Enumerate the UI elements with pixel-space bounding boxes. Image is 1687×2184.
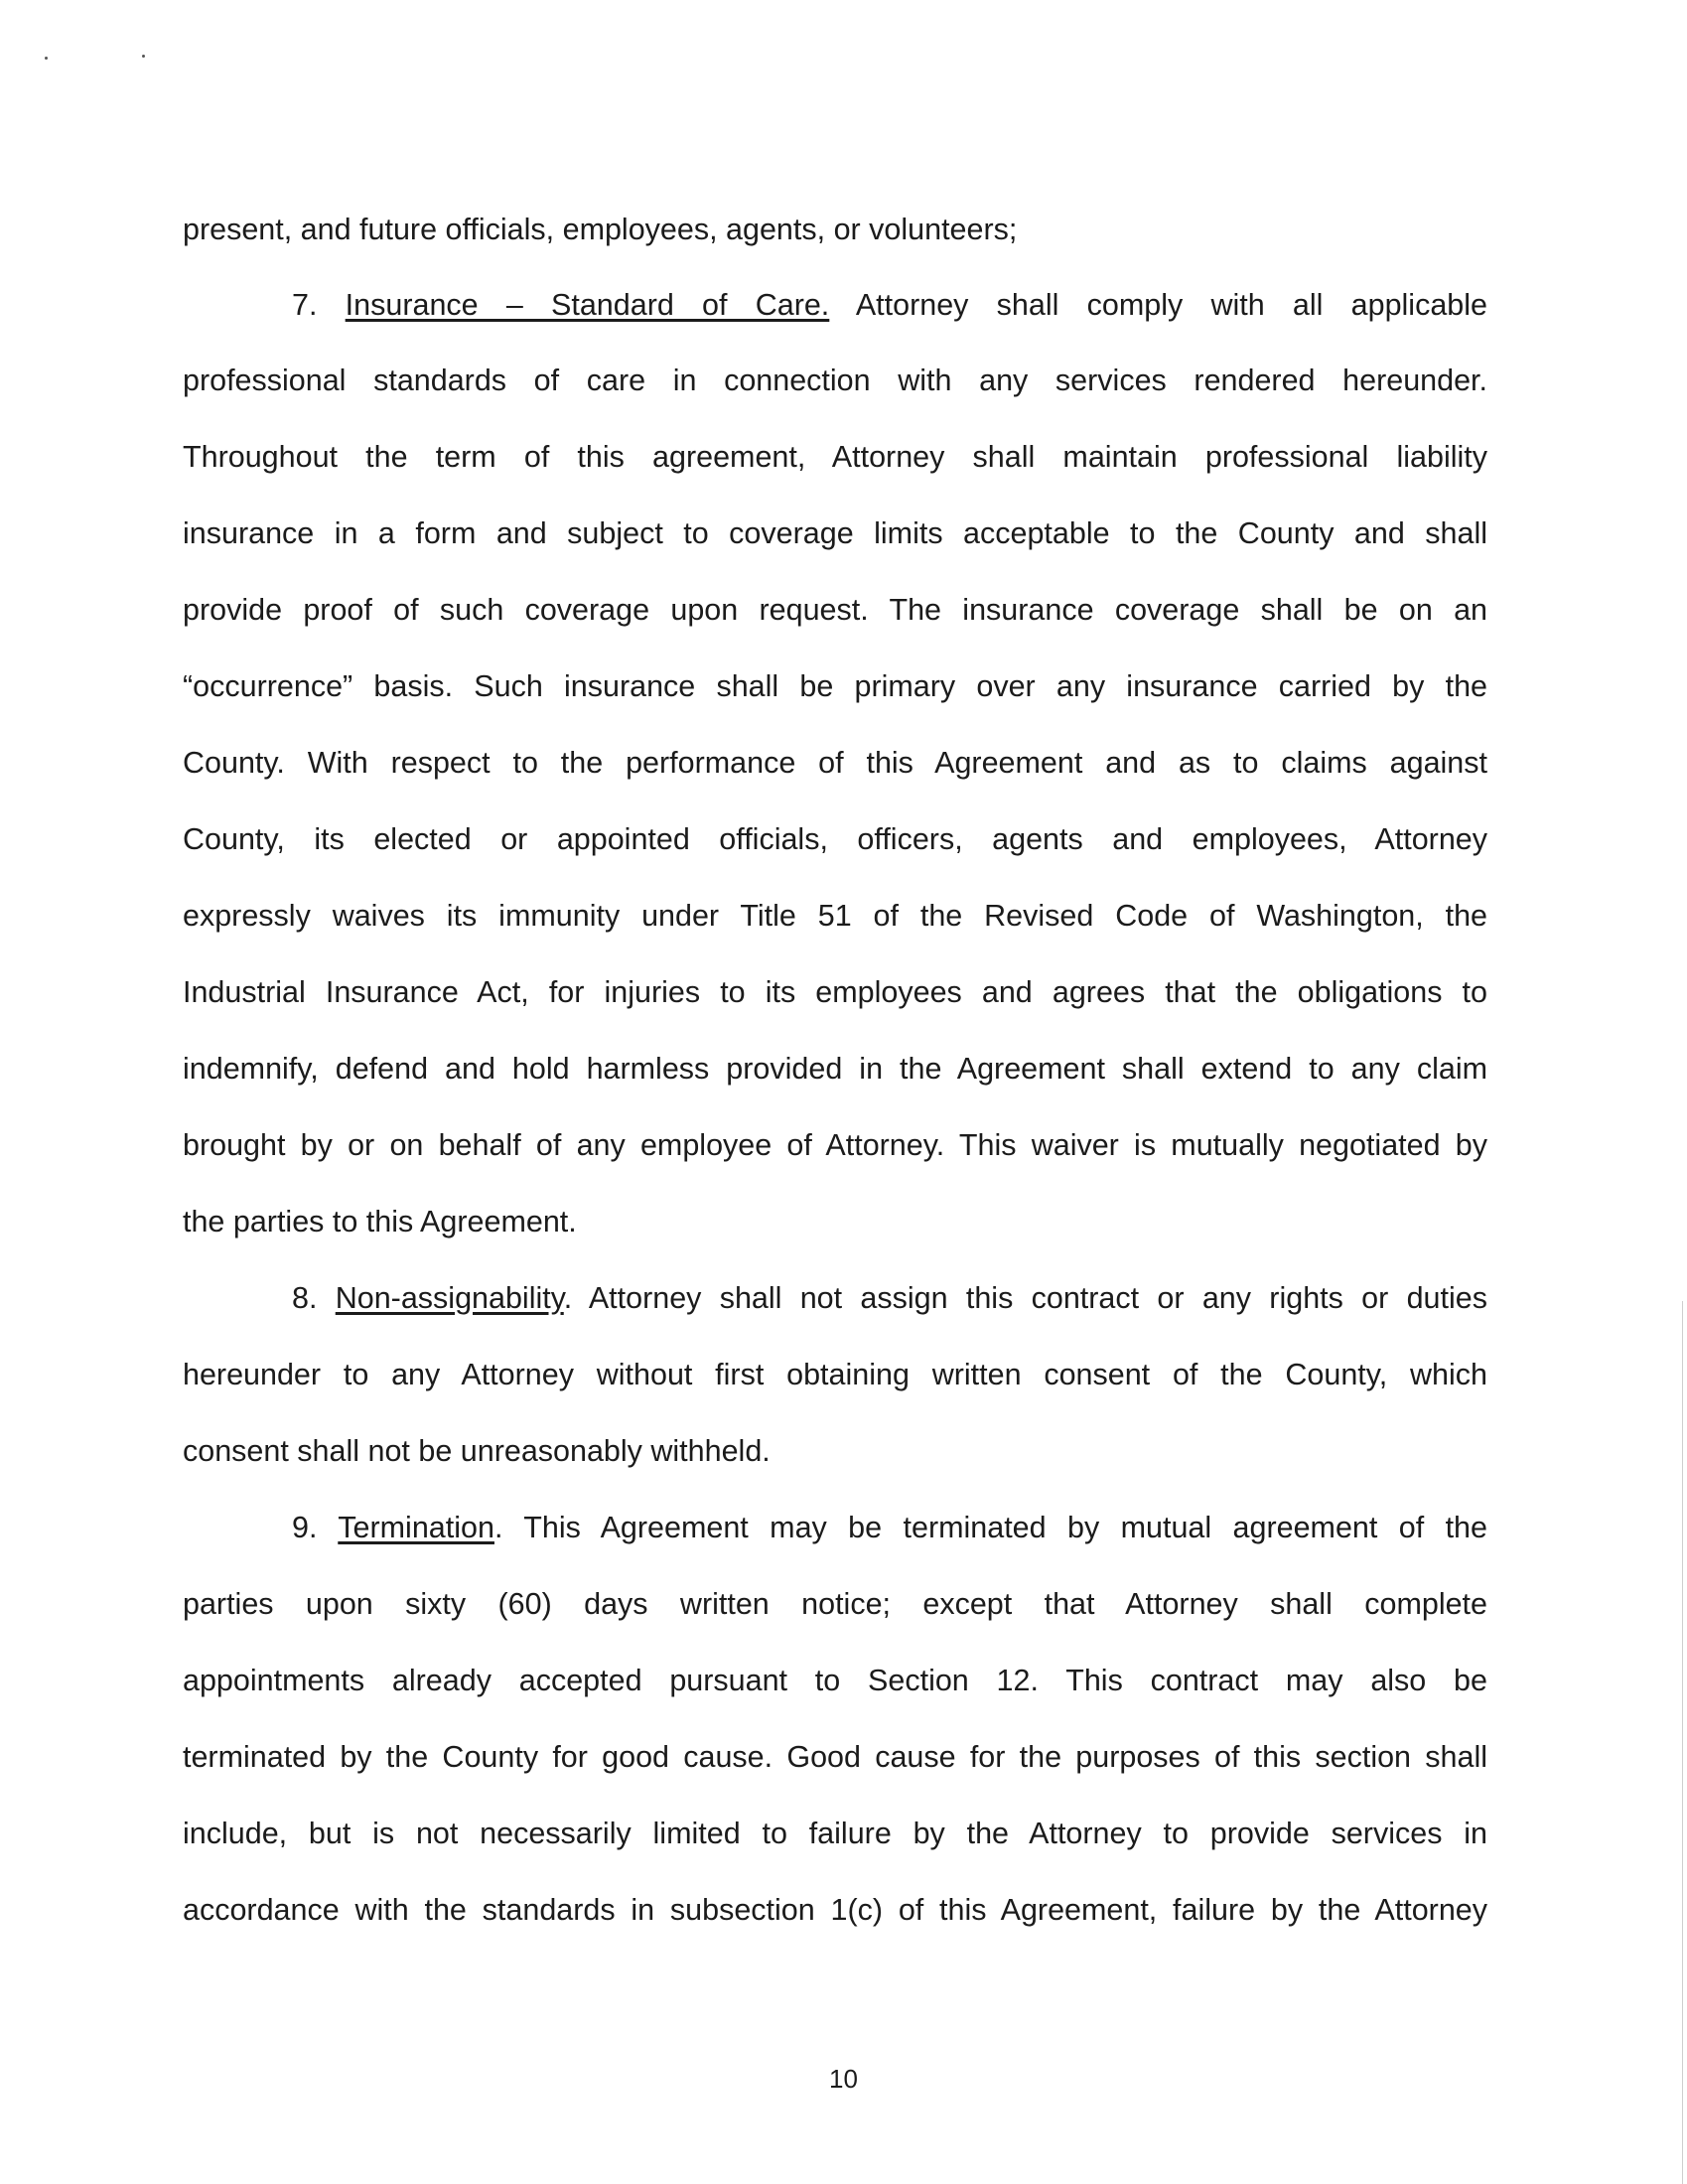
text-line: terminated by the County for good cause. Good cause for the purposes of this section shall bbox=[183, 1740, 1487, 1774]
section-8-first-line bbox=[183, 1278, 1487, 1318]
text-line: the parties to this Agreement. bbox=[183, 1205, 577, 1238]
text-line: Throughout the term of this agreement, Attorney shall maintain professional liability bbox=[183, 440, 1487, 474]
section-9-number: 9. bbox=[292, 1511, 318, 1544]
section-7-number: 7. bbox=[292, 288, 318, 322]
text-line: Attorney shall comply with all applicable bbox=[855, 288, 1487, 322]
text-line: insurance in a form and subject to coverage limits acceptable to the County and shall bbox=[183, 516, 1487, 550]
text-line: provide proof of such coverage upon request. The insurance coverage shall be on an bbox=[183, 593, 1487, 627]
section-7-heading: Insurance – Standard of Care. bbox=[345, 288, 830, 322]
scan-mark bbox=[142, 55, 145, 58]
scan-edge-line bbox=[1682, 1301, 1683, 2184]
text-line: parties upon sixty (60) days written notice; except that Attorney shall complete bbox=[183, 1587, 1487, 1621]
text-line: brought by or on behalf of any employee of Attorney. This waiver is mutually negotiated by bbox=[183, 1128, 1487, 1162]
text-line: present, and future officials, employees, agents, or volunteers; bbox=[183, 213, 1018, 246]
section-8-number: 8. bbox=[292, 1281, 318, 1315]
text-line: County, its elected or appointed officials, officers, agents and employees, Attorney bbox=[183, 822, 1487, 856]
text-line: accordance with the standards in subsection 1(c) of this Agreement, failure by the Attorney bbox=[183, 1893, 1487, 1927]
scan-mark bbox=[45, 57, 48, 60]
section-9-first-line bbox=[183, 1508, 1487, 1547]
text-line: hereunder to any Attorney without first obtaining written consent of the County, which bbox=[183, 1358, 1487, 1391]
text-line: include, but is not necessarily limited to failure by the Attorney to provide services in bbox=[183, 1817, 1487, 1850]
text-line: indemnify, defend and hold harmless provided in the Agreement shall extend to any claim bbox=[183, 1052, 1487, 1086]
text-line: consent shall not be unreasonably withheld. bbox=[183, 1434, 771, 1468]
text-line: . Attorney shall not assign this contract or any rights or duties bbox=[563, 1281, 1487, 1315]
text-line: professional standards of care in connection with any services rendered hereunder. bbox=[183, 364, 1487, 397]
section-9-heading: Termination bbox=[338, 1511, 494, 1544]
section-8-heading: Non-assignability bbox=[335, 1281, 564, 1315]
text-line: . This Agreement may be terminated by mutual agreement of the bbox=[493, 1511, 1487, 1544]
text-line: appointments already accepted pursuant to Section 12. This contract may also be bbox=[183, 1664, 1487, 1697]
text-line: “occurrence” basis. Such insurance shall be primary over any insurance carried by the bbox=[183, 669, 1487, 703]
section-7-first-line bbox=[183, 285, 1487, 325]
text-line: expressly waives its immunity under Title 51 of the Revised Code of Washington, the bbox=[183, 899, 1487, 933]
page-number: 10 bbox=[829, 2064, 858, 2094]
text-line: County. With respect to the performance of this Agreement and as to claims against bbox=[183, 746, 1487, 780]
text-line: Industrial Insurance Act, for injuries to its employees and agrees that the obligations to bbox=[183, 975, 1487, 1009]
